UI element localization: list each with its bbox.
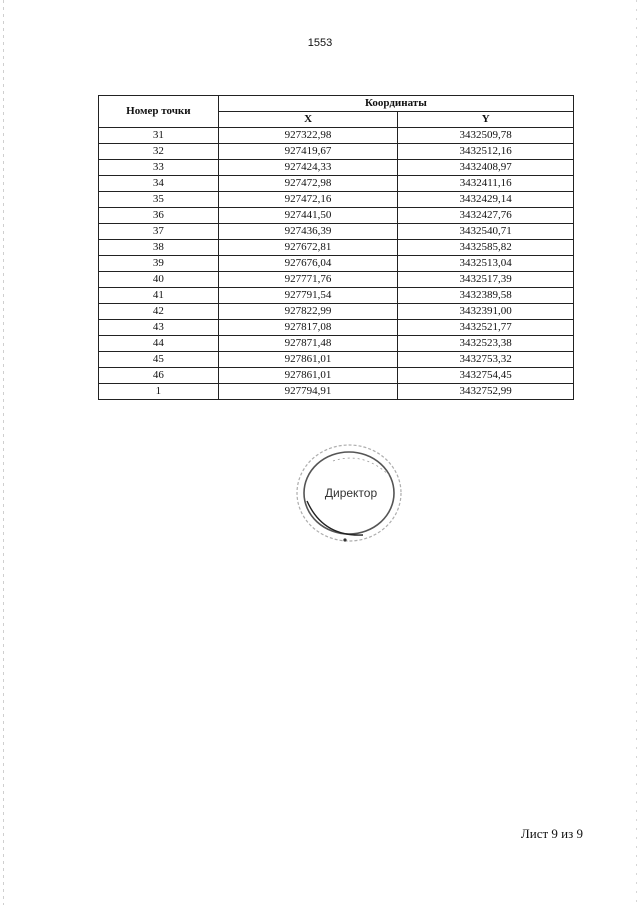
table-row [99, 320, 574, 336]
cell-x: 927419,67 [218, 144, 398, 160]
stamp-text: Директор [324, 486, 378, 500]
cell-x: 927436,39 [218, 224, 398, 240]
table-row [99, 192, 574, 208]
cell-x: 927441,50 [218, 208, 398, 224]
header-point-number: Номер точки [99, 96, 219, 128]
cell-point-number: 34 [99, 176, 219, 192]
cell-y: 3432512,16 [398, 144, 574, 160]
cell-y: 3432521,77 [398, 320, 574, 336]
cell-point-number: 45 [99, 352, 219, 368]
cell-y: 3432391,00 [398, 304, 574, 320]
cell-point-number: 31 [99, 128, 219, 144]
cell-x: 927472,16 [218, 192, 398, 208]
cell-point-number: 37 [99, 224, 219, 240]
table-row [99, 288, 574, 304]
cell-y: 3432427,76 [398, 208, 574, 224]
cell-x: 927817,08 [218, 320, 398, 336]
cell-point-number: 38 [99, 240, 219, 256]
cell-point-number: 1 [99, 384, 219, 400]
coordinates-table [98, 95, 574, 400]
sheet-counter: Лист 9 из 9 [520, 826, 583, 841]
cell-x: 927861,01 [218, 368, 398, 384]
cell-x: 927424,33 [218, 160, 398, 176]
cell-point-number: 46 [99, 368, 219, 384]
cell-x: 927676,04 [218, 256, 398, 272]
cell-y: 3432411,16 [398, 176, 574, 192]
cell-point-number: 41 [99, 288, 219, 304]
cell-y: 3432540,71 [398, 224, 574, 240]
cell-point-number: 36 [99, 208, 219, 224]
table-row [99, 224, 574, 240]
round-stamp [293, 441, 405, 545]
cell-point-number: 39 [99, 256, 219, 272]
cell-x: 927771,76 [218, 272, 398, 288]
table-row [99, 336, 574, 352]
table-row [99, 304, 574, 320]
cell-y: 3432585,82 [398, 240, 574, 256]
cell-y: 3432753,32 [398, 352, 574, 368]
cell-y: 3432513,04 [398, 256, 574, 272]
page-number: 1553 [307, 37, 333, 49]
table-row [99, 368, 574, 384]
cell-x: 927322,98 [218, 128, 398, 144]
cell-point-number: 33 [99, 160, 219, 176]
scan-edge-left [3, 0, 4, 905]
table-row [99, 128, 574, 144]
scan-edge-right [636, 0, 637, 905]
table-row [99, 384, 574, 400]
cell-x: 927791,54 [218, 288, 398, 304]
cell-x: 927794,91 [218, 384, 398, 400]
cell-x: 927672,81 [218, 240, 398, 256]
cell-x: 927871,48 [218, 336, 398, 352]
cell-y: 3432523,38 [398, 336, 574, 352]
table-row [99, 144, 574, 160]
table-row [99, 208, 574, 224]
cell-point-number: 40 [99, 272, 219, 288]
header-coordinates: Координаты [218, 96, 573, 112]
table-row [99, 176, 574, 192]
cell-x: 927822,99 [218, 304, 398, 320]
cell-y: 3432509,78 [398, 128, 574, 144]
cell-x: 927472,98 [218, 176, 398, 192]
stamp-graphic [293, 441, 405, 545]
cell-y: 3432517,39 [398, 272, 574, 288]
cell-point-number: 35 [99, 192, 219, 208]
table-row [99, 240, 574, 256]
coordinates-table-body [99, 128, 574, 400]
cell-y: 3432752,99 [398, 384, 574, 400]
cell-point-number: 42 [99, 304, 219, 320]
table-row [99, 272, 574, 288]
table-row [99, 352, 574, 368]
cell-y: 3432429,14 [398, 192, 574, 208]
table-row [99, 256, 574, 272]
cell-point-number: 32 [99, 144, 219, 160]
cell-point-number: 44 [99, 336, 219, 352]
cell-y: 3432389,58 [398, 288, 574, 304]
cell-y: 3432754,45 [398, 368, 574, 384]
header-y: Y [398, 112, 574, 128]
cell-x: 927861,01 [218, 352, 398, 368]
table-row [99, 160, 574, 176]
cell-point-number: 43 [99, 320, 219, 336]
header-x: X [218, 112, 398, 128]
cell-y: 3432408,97 [398, 160, 574, 176]
